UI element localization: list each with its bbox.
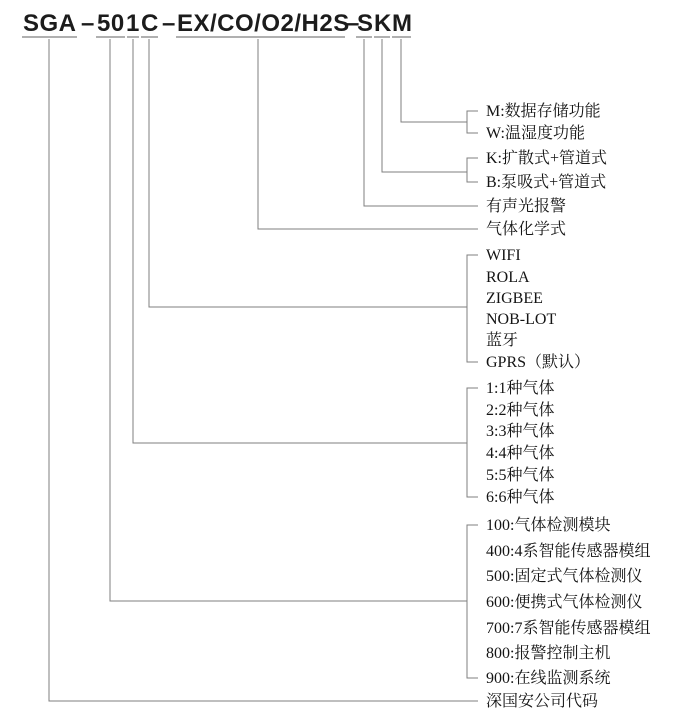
sampling-options-list	[486, 149, 607, 191]
bracket-series	[467, 525, 478, 678]
gas-count-options-list	[486, 379, 554, 506]
comm-option: ZIGBEE	[486, 290, 543, 307]
series-option: 800:报警控制主机	[486, 645, 611, 662]
header-model-code	[23, 10, 413, 37]
comm-option: ROLA	[486, 269, 530, 286]
alarm-label: 有声光报警	[486, 198, 567, 215]
series-option: 500:固定式气体检测仪	[486, 568, 643, 585]
header-separator-3: –	[346, 10, 360, 37]
series-option: 400:4系智能传感器模组	[486, 543, 651, 560]
comm-option: 蓝牙	[486, 332, 519, 349]
sampling-option: K:扩散式+管道式	[486, 150, 608, 167]
connector-series	[110, 39, 467, 601]
gas-count-option: 5:5种气体	[486, 467, 555, 484]
company-label: 深国安公司代码	[486, 693, 599, 710]
header-separator-2: –	[162, 10, 176, 37]
comm-option: GPRS（默认）	[486, 354, 591, 371]
gas-count-option: 6:6种气体	[486, 489, 555, 506]
connector-company	[49, 39, 478, 701]
communication-options-list	[486, 247, 590, 371]
connector-gas-count	[133, 39, 467, 443]
connector-gas-formula	[258, 39, 478, 229]
gas-count-option: 2:2种气体	[486, 402, 555, 419]
header-series-digits: 50	[97, 10, 125, 37]
gas-count-option: 1:1种气体	[486, 380, 555, 397]
connector-sampling	[382, 39, 467, 172]
comm-option: WIFI	[486, 247, 521, 264]
connector-comm	[149, 39, 467, 307]
header-alarm-code: S	[357, 10, 374, 37]
header-storage-code: M	[392, 10, 413, 37]
series-option: 600:便携式气体检测仪	[486, 594, 643, 611]
header-gas-count-digit: 1	[126, 10, 140, 37]
header-company-code: SGA	[23, 10, 77, 37]
bracket-gas-count	[467, 388, 478, 497]
series-option: 700:7系智能传感器模组	[486, 620, 651, 637]
connector-lines	[49, 39, 478, 701]
storage-option: M:数据存储功能	[486, 103, 601, 120]
series-option: 100:气体检测模块	[486, 517, 611, 534]
header-comm-code: C	[141, 10, 159, 37]
gas-count-option: 4:4种气体	[486, 445, 555, 462]
series-option: 900:在线监测系统	[486, 670, 611, 687]
comm-option: NOB-LOT	[486, 311, 557, 328]
bracket-storage	[467, 111, 478, 133]
option-brackets	[467, 111, 478, 678]
header-gas-formula: EX/CO/O2/H2S	[177, 10, 350, 37]
connector-storage	[401, 39, 467, 122]
series-options-list	[486, 515, 650, 687]
gas-count-option: 3:3种气体	[486, 423, 555, 440]
bracket-comm	[467, 255, 478, 362]
header-sampling-code: K	[374, 10, 392, 37]
gas-formula-label: 气体化学式	[486, 221, 567, 238]
bracket-sampling	[467, 158, 478, 182]
storage-options-list	[486, 102, 601, 142]
storage-option: W:温湿度功能	[486, 125, 585, 142]
header-separator-1: –	[81, 10, 95, 37]
sampling-option: B:泵吸式+管道式	[486, 174, 607, 191]
